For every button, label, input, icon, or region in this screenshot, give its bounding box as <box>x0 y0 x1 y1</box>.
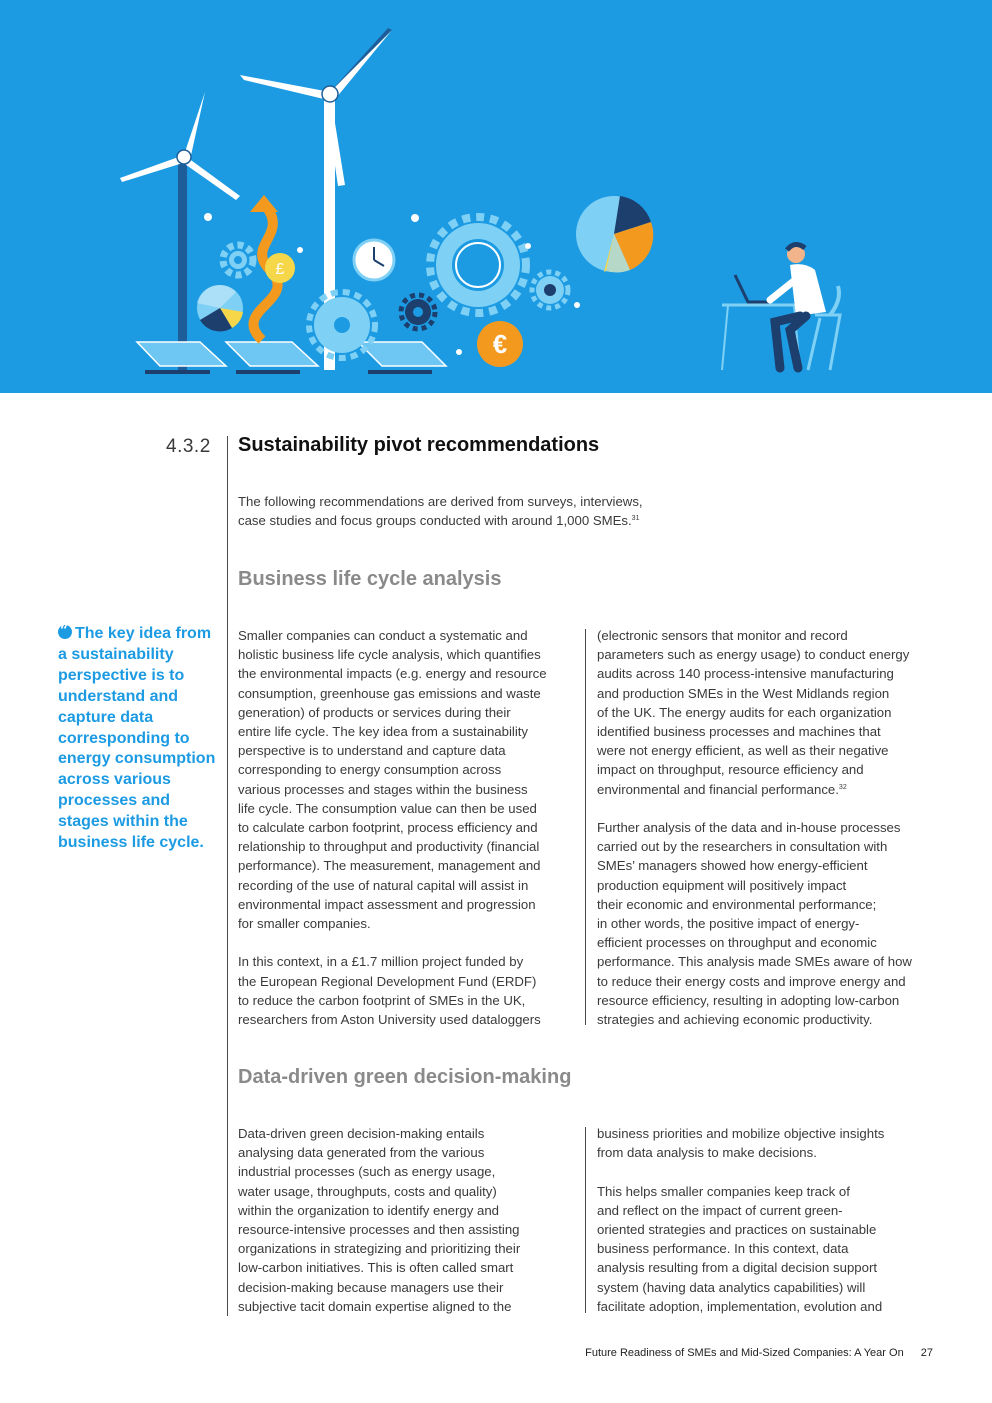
blc-right-column <box>597 626 942 1029</box>
subheading-business-life-cycle: Business life cycle analysis <box>238 568 502 590</box>
dd-right-paragraph-2: This helps smaller companies keep track of and reflect on the impact of current green- oriented strategies and practices on sustainable business performance. In this context, data analysis resulting from a digital decision support system (having data analytics capabilities) will facilitate adoption, implementation, evolution and <box>597 1183 883 1314</box>
small-gear-icon <box>532 272 568 308</box>
blc-footnote-ref[interactable]: 32 <box>838 783 847 791</box>
pull-quote <box>58 624 218 854</box>
intro-text: The following recommendations are derived from surveys, interviews, case studies and focus groups conducted with around 1,000 SMEs. <box>238 494 643 529</box>
dd-right-column <box>597 1124 942 1316</box>
intro-footnote-ref[interactable]: 31 <box>631 515 640 523</box>
footer-title: Future Readiness of SMEs and Mid-Sized Companies: <box>585 1347 852 1359</box>
hero-illustration <box>0 0 992 393</box>
blc-left-column <box>238 626 583 1029</box>
section-title: Sustainability pivot recommendations <box>238 434 600 456</box>
sustainability-illustration <box>0 0 992 393</box>
dd-left-column <box>238 1124 583 1316</box>
blc-right-paragraph-1-text: (electronic sensors that monitor and record parameters such as energy usage) to conduct energy audits across 140 process-intensive manufacturing and production SMEs in the West Midlands region of the UK. The energy audits for each organization identified business processes and machines that were not energy efficient, as well as their negative impact on throughput, resource efficiency and environmental and financial performance. <box>597 628 910 797</box>
dark-gear-icon <box>401 295 435 329</box>
subheading-data-driven: Data-driven green decision-making <box>238 1066 572 1088</box>
dd-column-divider <box>585 1127 586 1313</box>
blc-right-paragraph-2: Further analysis of the data and in-house processes carried out by the researchers in consultation with SMEs’ managers showed how energy-efficient production equipment will positively impact their economic and environmental performance; in other words, the positive impact of energy- efficient processes on throughput and economic performance. This analysis made SMEs aware of how to reduce their energy costs and improve energy and resource efficiency, resulting in adopting low-carbon strategies and achieving economic productivity. <box>597 820 912 1028</box>
dd-left-paragraph-1: Data-driven green decision-making entails analysing data generated from the various industrial processes (such as energy usage, water usage, throughputs, costs and quality) within the organization to identify energy and resource-intensive processes and then assisting organizations in strategizing and prioritizing their low-carbon initiatives. This is often called smart decision-making because managers use their subjective tacit domain expertise aligned to the <box>238 1126 521 1314</box>
clock-icon <box>354 240 394 280</box>
section-number: 4.3.2 <box>166 436 211 457</box>
dd-right-paragraph-1: business priorities and mobilize objective insights from data analysis to make decisions. <box>597 1126 885 1161</box>
pie-chart-large-icon <box>576 196 653 272</box>
svg-text:£: £ <box>275 261 285 278</box>
blc-left-paragraph-1: Smaller companies can conduct a systematic and holistic business life cycle analysis, which quantifies the environmental impacts (e.g. energy and resource consumption, greenhouse gas emissions and waste generation) of products or services during their entire life cycle. The key idea from a sustainability perspective is to understand and capture data corresponding to energy consumption across various processes and stages within the business life cycle. The consumption value can then be used to calculate carbon footprint, process efficiency and relationship to throughput and productivity (financial performance). The measurement, management and recording of the use of natural capital will assist in environmental impact assessment and progression for smaller companies. <box>238 628 547 932</box>
svg-text:€: € <box>492 329 508 359</box>
euro-coin-icon <box>477 321 523 367</box>
blc-column-divider <box>585 629 586 1025</box>
person-at-laptop-icon <box>722 244 840 370</box>
footer-subtitle: A Year On <box>854 1347 904 1359</box>
pound-coin-icon <box>265 253 295 283</box>
blc-right-paragraph-1 <box>597 626 942 799</box>
quote-icon <box>58 625 72 639</box>
medium-gear-icon <box>309 292 375 358</box>
section-divider-line <box>227 436 228 1316</box>
section-intro <box>238 492 708 530</box>
pie-chart-small-icon <box>197 285 243 331</box>
page-footer <box>585 1347 933 1359</box>
page-number: 27 <box>920 1347 933 1359</box>
large-gear-icon <box>430 217 526 313</box>
pull-quote-text: The key idea from a sustainability perspective is to understand and capture data corresponding to energy consumption across various processes and stages within the business life cycle. <box>58 625 216 852</box>
blc-left-paragraph-2: In this context, in a £1.7 million project funded by the European Regional Development Fund (ERDF) to reduce the carbon footprint of SMEs in the UK, researchers from Aston University used dataloggers <box>238 954 541 1028</box>
